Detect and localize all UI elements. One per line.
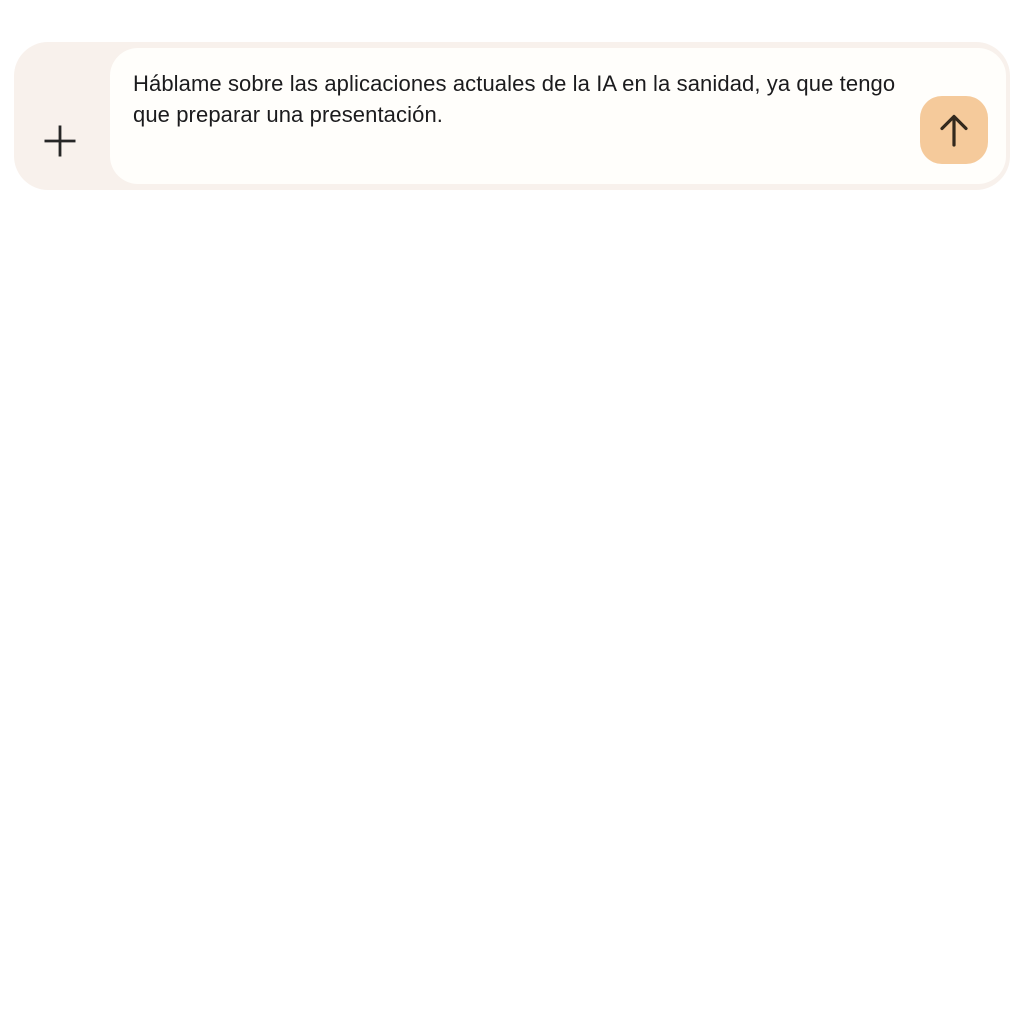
message-input-value bbox=[133, 68, 916, 130]
attach-button[interactable] bbox=[36, 117, 84, 165]
message-composer bbox=[14, 42, 1010, 190]
message-line: Háblame sobre las aplicaciones actuales de la IA en la sanidad, ya que tengo bbox=[133, 71, 896, 96]
send-button[interactable] bbox=[920, 96, 988, 164]
plus-icon bbox=[42, 123, 78, 159]
message-input[interactable] bbox=[110, 48, 1006, 184]
arrow-up-icon bbox=[936, 111, 972, 149]
message-line: que preparar una presentación. bbox=[133, 102, 443, 127]
